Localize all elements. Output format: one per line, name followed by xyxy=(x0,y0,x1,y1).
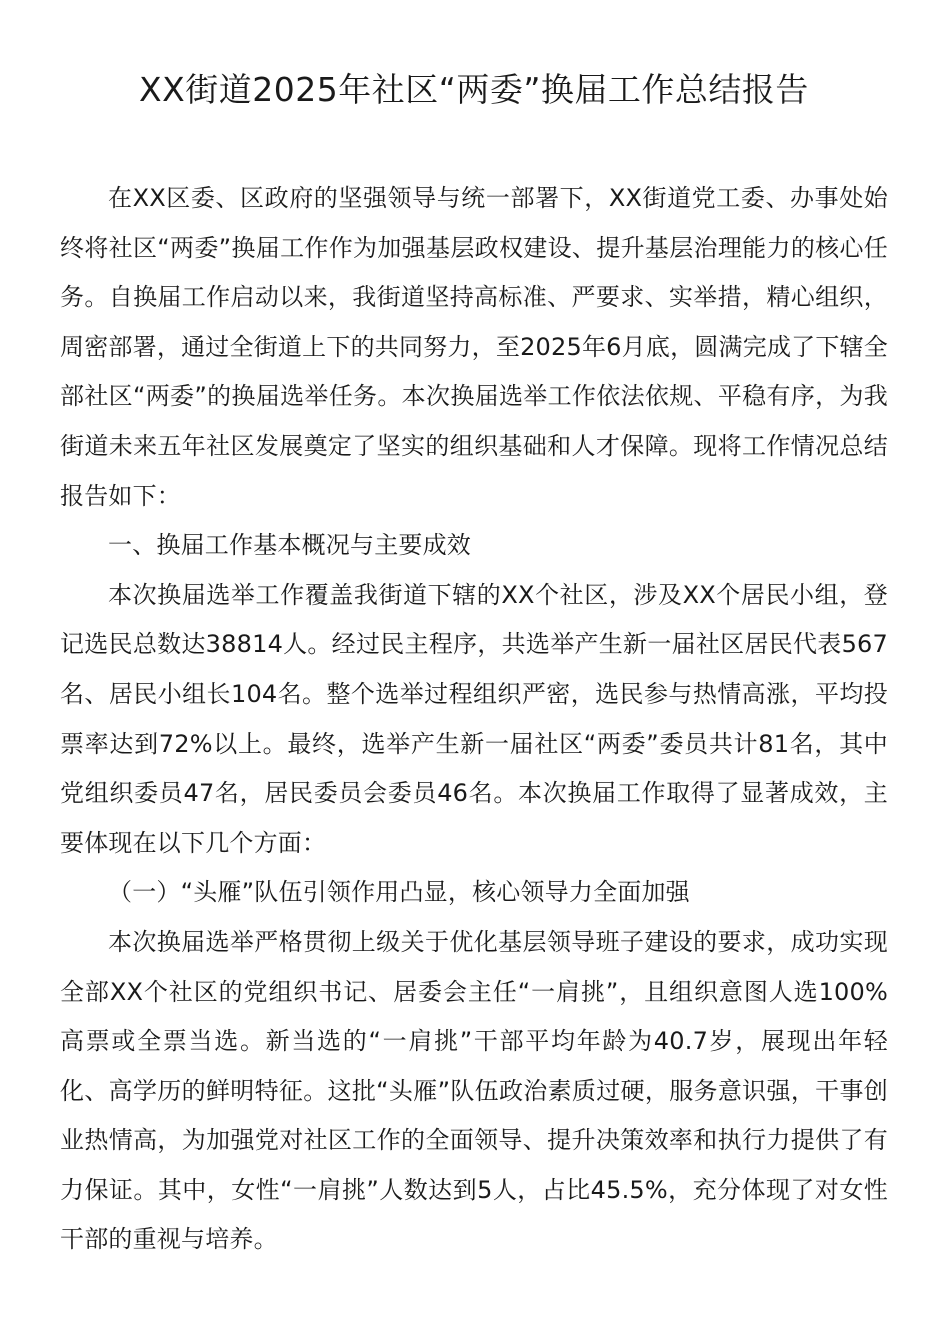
subsection-1-paragraph: 本次换届选举严格贯彻上级关于优化基层领导班子建设的要求，成功实现全部XX个社区的党组织书记、居委会主任“一肩挑”，且组织意图人选100%高票或全票当选。新当选的“一肩挑”干部平均年龄为40.7岁，展现出年轻化、高学历的鲜明特征。这批“头雁”队伍政治素质过硬，服务意识强，干事创业热情高，为加强党对社区工作的全面领导、提升决策效率和执行力提供了有力保证。其中，女性“一肩挑”人数达到5人，占比45.5%，充分体现了对女性干部的重视与培养。 xyxy=(60,927,888,1254)
intro-paragraph: 在XX区委、区政府的坚强领导与统一部署下，XX街道党工委、办事处始终将社区“两委”换届工作作为加强基层政权建设、提升基层治理能力的核心任务。自换届工作启动以来，我街道坚持高标准、严要求、实举措，精心组织，周密部署，通过全街道上下的共同努力，至2025年6月底，圆满完成了下辖全部社区“两委”的换届选举任务。本次换届选举工作依法依规、平稳有序，为我街道未来五年社区发展奠定了坚实的组织基础和人才保障。现将工作情况总结报告如下： xyxy=(60,184,888,510)
subsection-heading-1: （一）“头雁”队伍引领作用凸显，核心领导力全面加强 xyxy=(108,878,690,907)
section-heading-1: 一、换届工作基本概况与主要成效 xyxy=(108,531,471,560)
document-title: XX街道2025年社区“两委”换届工作总结报告 xyxy=(139,70,809,109)
section-1-paragraph: 本次换届选举工作覆盖我街道下辖的XX个社区，涉及XX个居民小组，登记选民总数达38814人。经过民主程序，共选举产生新一届社区居民代表567名、居民小组长104名。整个选举过程组织严密，选民参与热情高涨，平均投票率达到72%以上。最终，选举产生新一届社区“两委”委员共计81名，其中党组织委员47名，居民委员会委员46名。本次换届工作取得了显著成效，主要体现在以下几个方面： xyxy=(60,580,888,857)
